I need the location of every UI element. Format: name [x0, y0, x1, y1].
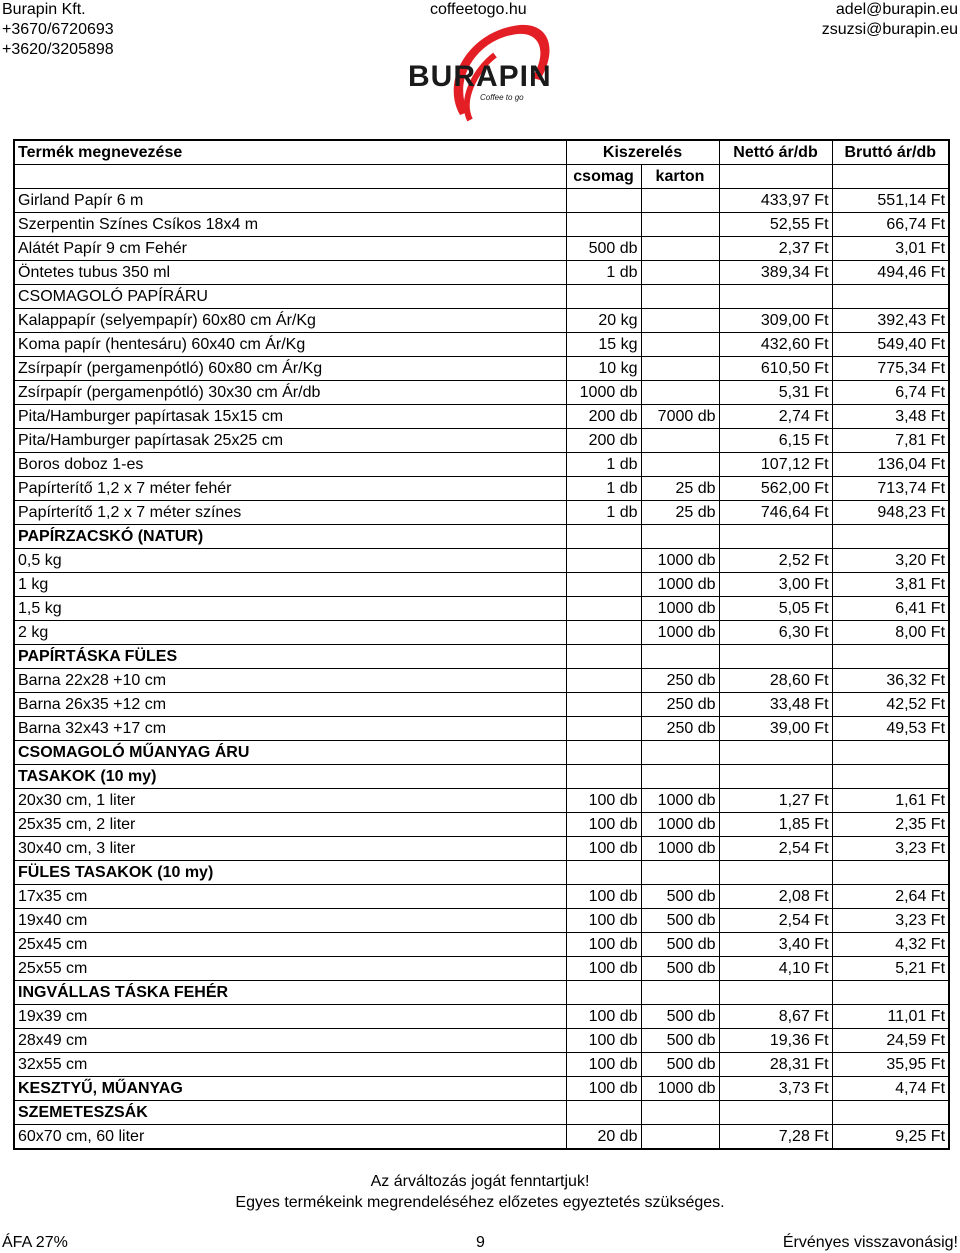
table-row — [14, 237, 949, 261]
cell-karton: 25 db — [641, 501, 719, 525]
cell-net-price: 107,12 Ft — [719, 453, 832, 477]
cell-gross-price: 3,01 Ft — [832, 237, 949, 261]
cell-gross-price: 8,00 Ft — [832, 621, 949, 645]
header-pack: Kiszerelés — [566, 140, 719, 165]
cell-gross-price: 4,32 Ft — [832, 933, 949, 957]
cell-csomag: 500 db — [566, 237, 641, 261]
cell-karton: 1000 db — [641, 621, 719, 645]
email-1[interactable]: adel@burapin.eu — [835, 1, 958, 18]
cell-net-price: 8,67 Ft — [719, 1005, 832, 1029]
cell-karton: 500 db — [641, 1029, 719, 1053]
table-row — [14, 357, 949, 381]
cell-csomag: 100 db — [566, 1005, 641, 1029]
cell-product-name: 32x55 cm — [14, 1053, 566, 1077]
cell-csomag: 100 db — [566, 885, 641, 909]
cell-gross-price: 3,23 Ft — [832, 837, 949, 861]
cell-karton: 1000 db — [641, 549, 719, 573]
cell-net-price: 28,31 Ft — [719, 1053, 832, 1077]
company-contact — [2, 0, 114, 60]
cell-product-name: Alátét Papír 9 cm Fehér — [14, 237, 566, 261]
subheader-csomag: csomag — [566, 165, 641, 189]
cell-product-name: KESZTYŰ, MŰANYAG — [14, 1077, 566, 1101]
table-row — [14, 405, 949, 429]
cell-net-price: 562,00 Ft — [719, 477, 832, 501]
burapin-logo — [400, 20, 560, 128]
cell-karton — [641, 333, 719, 357]
cell-csomag — [566, 669, 641, 693]
cell-csomag — [566, 765, 641, 789]
cell-gross-price: 9,25 Ft — [832, 1125, 949, 1150]
cell-karton — [641, 237, 719, 261]
cell-net-price — [719, 525, 832, 549]
cell-csomag — [566, 981, 641, 1005]
cell-net-price — [719, 285, 832, 309]
cell-product-name: Kalappapír (selyempapír) 60x80 cm Ár/Kg — [14, 309, 566, 333]
cell-gross-price: 11,01 Ft — [832, 1005, 949, 1029]
cell-product-name: 0,5 kg — [14, 549, 566, 573]
cell-net-price — [719, 741, 832, 765]
cell-product-name: 25x35 cm, 2 liter — [14, 813, 566, 837]
cell-karton: 250 db — [641, 693, 719, 717]
cell-karton: 500 db — [641, 957, 719, 981]
cell-product-name: 28x49 cm — [14, 1029, 566, 1053]
cell-gross-price — [832, 1101, 949, 1125]
cell-gross-price: 35,95 Ft — [832, 1053, 949, 1077]
cell-csomag: 1 db — [566, 477, 641, 501]
cell-csomag: 200 db — [566, 429, 641, 453]
table-row — [14, 1029, 949, 1053]
cell-net-price: 433,97 Ft — [719, 189, 832, 213]
cell-net-price: 3,73 Ft — [719, 1077, 832, 1101]
price-change-note: Az árváltozás jogát fenntartjuk! — [370, 1173, 590, 1190]
cell-product-name: Barna 22x28 +10 cm — [14, 669, 566, 693]
cell-product-name: 1,5 kg — [14, 597, 566, 621]
cell-csomag — [566, 621, 641, 645]
cell-karton — [641, 285, 719, 309]
cell-gross-price: 42,52 Ft — [832, 693, 949, 717]
cell-net-price: 33,48 Ft — [719, 693, 832, 717]
cell-net-price: 28,60 Ft — [719, 669, 832, 693]
cell-net-price — [719, 645, 832, 669]
cell-csomag — [566, 693, 641, 717]
cell-net-price: 432,60 Ft — [719, 333, 832, 357]
cell-karton — [641, 645, 719, 669]
cell-gross-price: 3,23 Ft — [832, 909, 949, 933]
cell-product-name: Öntetes tubus 350 ml — [14, 261, 566, 285]
cell-karton — [641, 261, 719, 285]
cell-csomag — [566, 525, 641, 549]
cell-gross-price: 3,48 Ft — [832, 405, 949, 429]
phone-1: +3670/6720693 — [2, 21, 114, 38]
cell-gross-price: 2,35 Ft — [832, 813, 949, 837]
cell-karton — [641, 453, 719, 477]
cell-karton: 500 db — [641, 1005, 719, 1029]
table-row — [14, 477, 949, 501]
validity-note: Érvényes visszavonásig! — [782, 1234, 958, 1251]
cell-product-name: 25x45 cm — [14, 933, 566, 957]
cell-gross-price: 6,41 Ft — [832, 597, 949, 621]
table-row — [14, 693, 949, 717]
cell-product-name: Zsírpapír (pergamenpótló) 30x30 cm Ár/db — [14, 381, 566, 405]
cell-karton — [641, 357, 719, 381]
header-gross: Bruttó ár/db — [832, 140, 949, 165]
cell-csomag: 1 db — [566, 453, 641, 477]
cell-net-price: 2,08 Ft — [719, 885, 832, 909]
cell-karton: 7000 db — [641, 405, 719, 429]
cell-net-price: 2,54 Ft — [719, 909, 832, 933]
table-row — [14, 381, 949, 405]
svg-text:BURAPIN: BURAPIN — [408, 60, 552, 93]
table-row — [14, 189, 949, 213]
cell-product-name: INGVÁLLAS TÁSKA FEHÉR — [14, 981, 566, 1005]
cell-gross-price — [832, 645, 949, 669]
vat-label: ÁFA 27% — [2, 1234, 68, 1251]
cell-csomag — [566, 189, 641, 213]
cell-product-name: Papírterítő 1,2 x 7 méter fehér — [14, 477, 566, 501]
cell-csomag: 1 db — [566, 501, 641, 525]
cell-karton — [641, 381, 719, 405]
cell-karton — [641, 741, 719, 765]
table-row — [14, 261, 949, 285]
cell-csomag: 100 db — [566, 789, 641, 813]
table-row — [14, 309, 949, 333]
page-number: 9 — [476, 1234, 485, 1251]
cell-karton — [641, 429, 719, 453]
table-row — [14, 741, 949, 765]
table-row — [14, 1005, 949, 1029]
cell-csomag: 100 db — [566, 1029, 641, 1053]
cell-karton: 1000 db — [641, 837, 719, 861]
cell-net-price: 6,15 Ft — [719, 429, 832, 453]
table-row — [14, 789, 949, 813]
cell-csomag: 100 db — [566, 909, 641, 933]
cell-csomag — [566, 741, 641, 765]
table-row — [14, 861, 949, 885]
subheader-empty — [14, 165, 566, 189]
cell-gross-price: 948,23 Ft — [832, 501, 949, 525]
table-row — [14, 549, 949, 573]
cell-net-price: 6,30 Ft — [719, 621, 832, 645]
cell-karton — [641, 1125, 719, 1150]
cell-karton — [641, 765, 719, 789]
cell-gross-price: 392,43 Ft — [832, 309, 949, 333]
cell-gross-price: 713,74 Ft — [832, 477, 949, 501]
table-row — [14, 525, 949, 549]
cell-product-name: Pita/Hamburger papírtasak 15x15 cm — [14, 405, 566, 429]
cell-csomag — [566, 285, 641, 309]
cell-gross-price: 549,40 Ft — [832, 333, 949, 357]
cell-gross-price: 3,20 Ft — [832, 549, 949, 573]
website[interactable]: coffeetogo.hu — [430, 1, 527, 18]
subheader-empty — [719, 165, 832, 189]
cell-product-name: 60x70 cm, 60 liter — [14, 1125, 566, 1150]
cell-gross-price: 6,74 Ft — [832, 381, 949, 405]
cell-net-price: 1,27 Ft — [719, 789, 832, 813]
table-row — [14, 429, 949, 453]
cell-csomag — [566, 213, 641, 237]
cell-csomag — [566, 645, 641, 669]
phone-2: +3620/3205898 — [2, 41, 114, 58]
cell-karton: 500 db — [641, 909, 719, 933]
cell-gross-price: 4,74 Ft — [832, 1077, 949, 1101]
cell-product-name: Barna 32x43 +17 cm — [14, 717, 566, 741]
table-subheader-row — [14, 165, 949, 189]
cell-net-price: 746,64 Ft — [719, 501, 832, 525]
cell-net-price: 2,52 Ft — [719, 549, 832, 573]
header-name: Termék megnevezése — [14, 140, 566, 165]
cell-gross-price: 551,14 Ft — [832, 189, 949, 213]
cell-karton: 1000 db — [641, 813, 719, 837]
cell-product-name: 20x30 cm, 1 liter — [14, 789, 566, 813]
cell-net-price — [719, 1101, 832, 1125]
price-table — [13, 139, 950, 1150]
cell-gross-price — [832, 981, 949, 1005]
cell-karton: 1000 db — [641, 789, 719, 813]
cell-karton — [641, 861, 719, 885]
cell-product-name: SZEMETESZSÁK — [14, 1101, 566, 1125]
cell-product-name: 17x35 cm — [14, 885, 566, 909]
cell-product-name: 19x39 cm — [14, 1005, 566, 1029]
cell-product-name: PAPÍRTÁSKA FÜLES — [14, 645, 566, 669]
cell-karton — [641, 1101, 719, 1125]
cell-csomag: 100 db — [566, 813, 641, 837]
cell-karton — [641, 981, 719, 1005]
table-row — [14, 597, 949, 621]
cell-csomag: 100 db — [566, 957, 641, 981]
cell-gross-price — [832, 765, 949, 789]
cell-csomag: 1 db — [566, 261, 641, 285]
cell-gross-price: 494,46 Ft — [832, 261, 949, 285]
cell-gross-price — [832, 741, 949, 765]
cell-net-price: 2,74 Ft — [719, 405, 832, 429]
company-name: Burapin Kft. — [2, 1, 86, 18]
cell-csomag: 20 kg — [566, 309, 641, 333]
cell-product-name: Koma papír (hentesáru) 60x40 cm Ár/Kg — [14, 333, 566, 357]
table-row — [14, 957, 949, 981]
cell-gross-price: 24,59 Ft — [832, 1029, 949, 1053]
cell-net-price: 52,55 Ft — [719, 213, 832, 237]
cell-product-name: Barna 26x35 +12 cm — [14, 693, 566, 717]
cell-product-name: Papírterítő 1,2 x 7 méter színes — [14, 501, 566, 525]
cell-product-name: 19x40 cm — [14, 909, 566, 933]
cell-gross-price — [832, 861, 949, 885]
table-row — [14, 501, 949, 525]
table-row — [14, 669, 949, 693]
cell-gross-price: 66,74 Ft — [832, 213, 949, 237]
cell-net-price: 2,54 Ft — [719, 837, 832, 861]
cell-product-name: Zsírpapír (pergamenpótló) 60x80 cm Ár/Kg — [14, 357, 566, 381]
cell-net-price: 4,10 Ft — [719, 957, 832, 981]
cell-net-price: 5,05 Ft — [719, 597, 832, 621]
table-row — [14, 453, 949, 477]
cell-gross-price: 136,04 Ft — [832, 453, 949, 477]
table-row — [14, 909, 949, 933]
cell-gross-price: 2,64 Ft — [832, 885, 949, 909]
email-contact — [822, 0, 958, 40]
cell-csomag: 100 db — [566, 933, 641, 957]
table-row — [14, 213, 949, 237]
cell-karton: 500 db — [641, 885, 719, 909]
cell-csomag — [566, 717, 641, 741]
cell-karton: 1000 db — [641, 597, 719, 621]
cell-csomag — [566, 861, 641, 885]
cell-product-name: Girland Papír 6 m — [14, 189, 566, 213]
cell-csomag: 1000 db — [566, 381, 641, 405]
cell-karton: 250 db — [641, 717, 719, 741]
cell-product-name: 1 kg — [14, 573, 566, 597]
cell-net-price: 610,50 Ft — [719, 357, 832, 381]
cell-gross-price: 3,81 Ft — [832, 573, 949, 597]
cell-net-price — [719, 861, 832, 885]
cell-csomag — [566, 549, 641, 573]
cell-product-name: TASAKOK (10 my) — [14, 765, 566, 789]
cell-karton: 1000 db — [641, 573, 719, 597]
table-row — [14, 765, 949, 789]
cell-gross-price: 36,32 Ft — [832, 669, 949, 693]
table-row — [14, 1101, 949, 1125]
cell-net-price: 39,00 Ft — [719, 717, 832, 741]
table-row — [14, 837, 949, 861]
cell-csomag — [566, 597, 641, 621]
order-note: Egyes termékeink megrendeléséhez előzetes egyeztetés szükséges. — [235, 1194, 725, 1211]
cell-csomag — [566, 573, 641, 597]
cell-karton — [641, 213, 719, 237]
table-row — [14, 885, 949, 909]
cell-gross-price: 775,34 Ft — [832, 357, 949, 381]
cell-net-price: 19,36 Ft — [719, 1029, 832, 1053]
table-row — [14, 717, 949, 741]
cell-net-price — [719, 765, 832, 789]
cell-product-name: PAPÍRZACSKÓ (NATUR) — [14, 525, 566, 549]
cell-gross-price — [832, 285, 949, 309]
cell-csomag: 15 kg — [566, 333, 641, 357]
cell-karton: 250 db — [641, 669, 719, 693]
table-row — [14, 813, 949, 837]
table-row — [14, 645, 949, 669]
cell-gross-price — [832, 525, 949, 549]
cell-product-name: CSOMAGOLÓ PAPÍRÁRU — [14, 285, 566, 309]
cell-product-name: CSOMAGOLÓ MŰANYAG ÁRU — [14, 741, 566, 765]
header-net: Nettó ár/db — [719, 140, 832, 165]
cell-csomag — [566, 1101, 641, 1125]
cell-karton: 500 db — [641, 1053, 719, 1077]
subheader-empty — [832, 165, 949, 189]
cell-csomag: 100 db — [566, 1077, 641, 1101]
cell-product-name: Boros doboz 1-es — [14, 453, 566, 477]
cell-karton — [641, 525, 719, 549]
table-row — [14, 1053, 949, 1077]
cell-karton — [641, 309, 719, 333]
cell-csomag: 100 db — [566, 1053, 641, 1077]
table-row — [14, 573, 949, 597]
cell-net-price: 389,34 Ft — [719, 261, 832, 285]
table-row — [14, 1125, 949, 1150]
table-row — [14, 1077, 949, 1101]
cell-csomag: 10 kg — [566, 357, 641, 381]
cell-csomag: 100 db — [566, 837, 641, 861]
table-header-row — [14, 140, 949, 165]
svg-text:Coffee to go: Coffee to go — [480, 93, 524, 102]
cell-net-price: 309,00 Ft — [719, 309, 832, 333]
cell-product-name: Szerpentin Színes Csíkos 18x4 m — [14, 213, 566, 237]
email-2[interactable]: zsuzsi@burapin.eu — [821, 21, 958, 38]
subheader-karton: karton — [641, 165, 719, 189]
table-row — [14, 285, 949, 309]
table-row — [14, 621, 949, 645]
cell-product-name: 30x40 cm, 3 liter — [14, 837, 566, 861]
table-row — [14, 933, 949, 957]
cell-net-price: 1,85 Ft — [719, 813, 832, 837]
cell-net-price: 7,28 Ft — [719, 1125, 832, 1150]
cell-karton — [641, 189, 719, 213]
cell-net-price — [719, 981, 832, 1005]
cell-product-name: FÜLES TASAKOK (10 my) — [14, 861, 566, 885]
cell-net-price: 2,37 Ft — [719, 237, 832, 261]
cell-product-name: 25x55 cm — [14, 957, 566, 981]
cell-gross-price: 5,21 Ft — [832, 957, 949, 981]
cell-karton: 500 db — [641, 933, 719, 957]
cell-karton: 25 db — [641, 477, 719, 501]
cell-karton: 1000 db — [641, 1077, 719, 1101]
cell-csomag: 200 db — [566, 405, 641, 429]
cell-product-name: 2 kg — [14, 621, 566, 645]
table-row — [14, 333, 949, 357]
cell-net-price: 3,40 Ft — [719, 933, 832, 957]
cell-gross-price: 7,81 Ft — [832, 429, 949, 453]
cell-net-price: 5,31 Ft — [719, 381, 832, 405]
cell-product-name: Pita/Hamburger papírtasak 25x25 cm — [14, 429, 566, 453]
cell-gross-price: 49,53 Ft — [832, 717, 949, 741]
cell-csomag: 20 db — [566, 1125, 641, 1150]
cell-gross-price: 1,61 Ft — [832, 789, 949, 813]
table-row — [14, 981, 949, 1005]
cell-net-price: 3,00 Ft — [719, 573, 832, 597]
